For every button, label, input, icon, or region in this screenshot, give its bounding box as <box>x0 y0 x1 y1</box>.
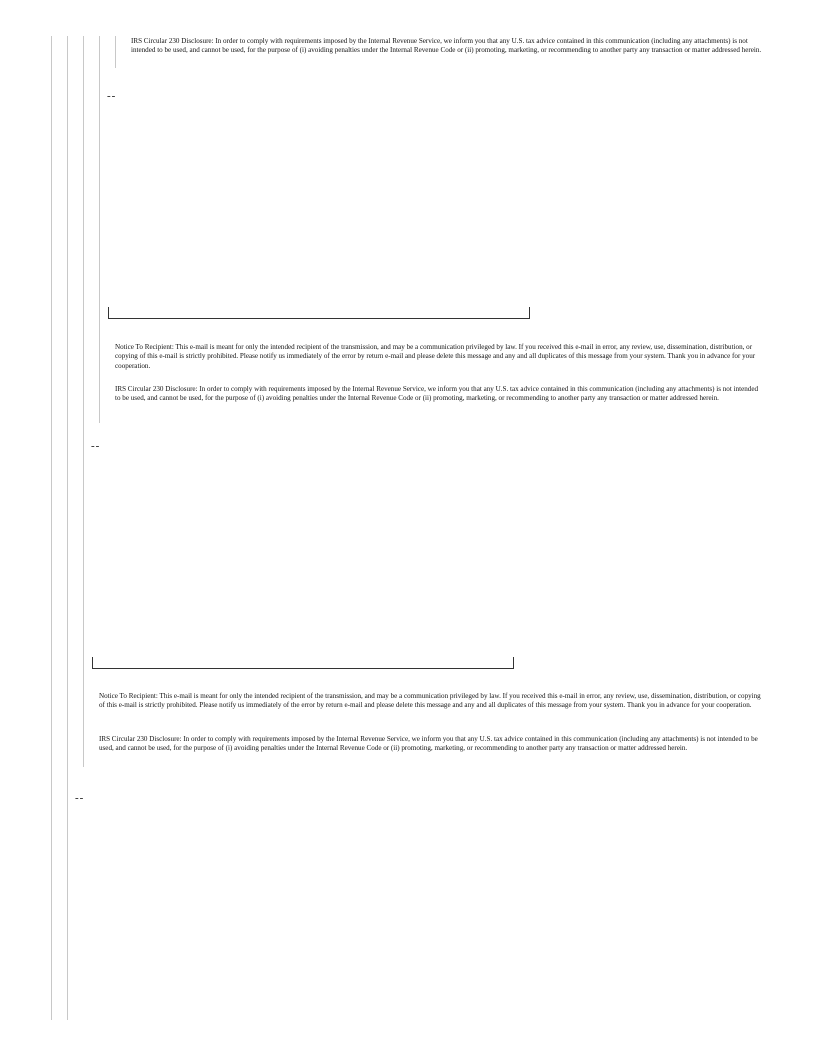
quote-level-5-bar <box>115 36 116 68</box>
irs-disclosure-level-5: IRS Circular 230 Disclosure: In order to comply with requirements imposed by the Internal Revenue Service, we inform you that any U.S. tax advice contained in this communication (including any attachments) is not intended to be used, and cannot be used, for the purpose of (i) avoiding penalties under the Internal Revenue Code or (ii) promoting, marketing, or recommending to another party any transaction or matter addressed herein. <box>131 37 762 55</box>
notice-to-recipient-level-3: Notice To Recipient: This e-mail is meant for only the intended recipient of the transmission, and may be a communication privileged by law. If you received this e-mail in error, any review, use, dissemination, distribution, or copying of this e-mail is strictly prohibited. Please notify us immediately of the error by return e-mail and please delete this message and any and all duplicates of this message from your system. Thank you in advance for your cooperation. <box>99 692 761 710</box>
signature-separator-level-3: -- <box>91 440 101 452</box>
notice-to-recipient-level-4: Notice To Recipient: This e-mail is meant for only the intended recipient of the transmission, and may be a communication privileged by law. If you received this e-mail in error, any review, use, dissemination, distribution, or copying of this e-mail is strictly prohibited. Please notify us immediately of the error by return e-mail and please delete this message and any and all duplicates of this message from your system. Thank you in advance for your cooperation. <box>115 343 756 370</box>
irs-disclosure-level-4: IRS Circular 230 Disclosure: In order to comply with requirements imposed by the Internal Revenue Service, we inform you that any U.S. tax advice contained in this communication (including any attachments) is not intended to be used, and cannot be used, for the purpose of (i) avoiding penalties under the Internal Revenue Code or (ii) promoting, marketing, or recommending to another party any transaction or matter addressed herein. <box>115 385 759 403</box>
quote-level-3-bar <box>83 36 84 767</box>
irs-disclosure-level-3: IRS Circular 230 Disclosure: In order to comply with requirements imposed by the Internal Revenue Service, we inform you that any U.S. tax advice contained in this communication (including any attachments) is not intended to be used, and cannot be used, for the purpose of (i) avoiding penalties under the Internal Revenue Code or (ii) promoting, marketing, or recommending to another party any transaction or matter addressed herein. <box>99 735 758 753</box>
signature-separator-level-4: -- <box>107 90 117 102</box>
signature-box-level-4 <box>108 307 530 319</box>
quote-level-4-bar <box>99 36 100 423</box>
quote-level-1-bar <box>51 36 52 1020</box>
signature-separator-level-2: -- <box>75 792 85 804</box>
quote-level-2-bar <box>67 36 68 1020</box>
signature-box-level-3 <box>92 657 514 669</box>
